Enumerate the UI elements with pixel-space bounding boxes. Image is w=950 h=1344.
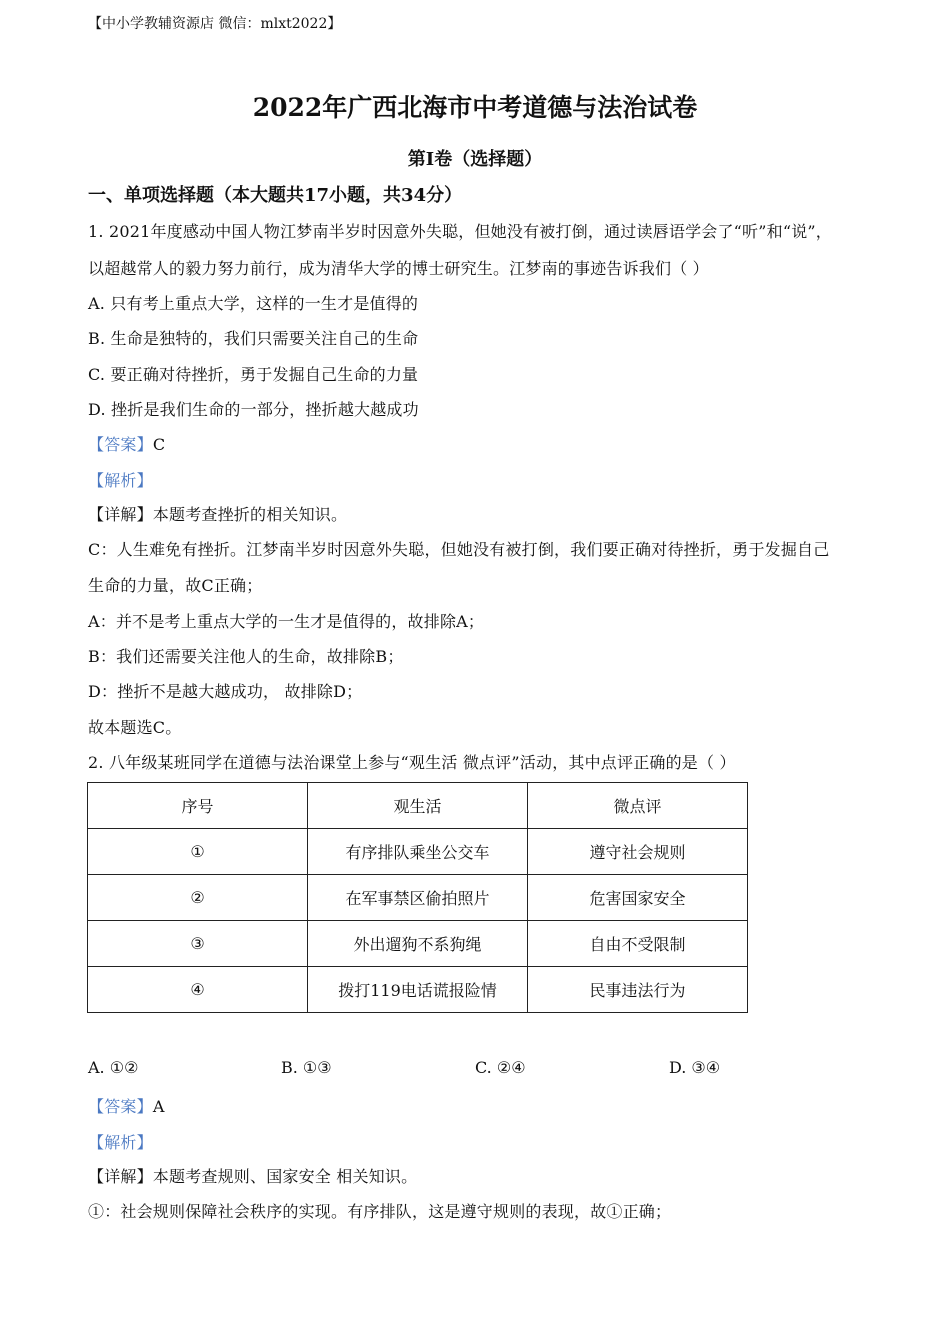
q1-stem-line-1: 1. 2021年度感动中国人物江梦南半岁时因意外失聪，但她没有被打倒，通过读唇语学会了“听”和“说”， <box>88 222 832 241</box>
table-header-cell: 观生活 <box>308 783 528 829</box>
answer-value: A <box>152 1097 165 1116</box>
table-header-row <box>88 783 748 829</box>
table-row <box>88 829 748 875</box>
table-header-cell: 序号 <box>88 783 308 829</box>
q2-table <box>87 782 748 1013</box>
table-cell: 遵守社会规则 <box>528 829 748 875</box>
table-cell: ① <box>88 829 308 875</box>
table-cell: 拨打119电话谎报险情 <box>308 967 528 1013</box>
q1-explain-b: B：我们还需要关注他人的生命，故排除B； <box>88 647 404 666</box>
q1-conclusion: 故本题选C。 <box>88 718 182 737</box>
q1-detail: 【详解】本题考查挫折的相关知识。 <box>88 505 348 524</box>
table-header-cell: 微点评 <box>528 783 748 829</box>
table-cell: 在军事禁区偷拍照片 <box>308 875 528 921</box>
section-heading: 一、单项选择题（本大题共17小题，共34分） <box>88 185 463 206</box>
table-row <box>88 967 748 1013</box>
q1-option-d: D. 挫折是我们生命的一部分，挫折越大越成功 <box>88 400 419 419</box>
answer-value: C <box>152 435 166 454</box>
table-row <box>88 875 748 921</box>
q1-stem-line-2: 以超越常人的毅力努力前行，成为清华大学的博士研究生。江梦南的事迹告诉我们（ ） <box>88 259 709 278</box>
q1-explain-a: A：并不是考上重点大学的一生才是值得的，故排除A； <box>88 612 485 631</box>
table-cell: 危害国家安全 <box>528 875 748 921</box>
table-cell: ④ <box>88 967 308 1013</box>
q2-answer <box>88 1094 165 1117</box>
q1-answer <box>88 432 165 455</box>
answer-tag: 【答案】 <box>88 435 153 454</box>
page-title: 2022年广西北海市中考道德与法治试卷 <box>252 93 698 122</box>
header-note: 【中小学教辅资源店 微信：mlxt2022】 <box>88 16 342 32</box>
table-cell: ③ <box>88 921 308 967</box>
q1-option-a: A. 只有考上重点大学，这样的一生才是值得的 <box>88 294 419 313</box>
q2-analysis-tag: 【解析】 <box>88 1133 153 1152</box>
table-cell: 有序排队乘坐公交车 <box>308 829 528 875</box>
q1-explain-c-1: C：人生难免有挫折。江梦南半岁时因意外失聪，但她没有被打倒，我们要正确对待挫折，勇于发掘自己 <box>88 540 830 559</box>
table-cell: 外出遛狗不系狗绳 <box>308 921 528 967</box>
q2-explain-1: ①：社会规则保障社会秩序的实现。有序排队，这是遵守规则的表现，故①正确； <box>88 1202 672 1221</box>
volume-subtitle: 第I卷（选择题） <box>407 149 543 170</box>
q1-explain-d: D：挫折不是越大越成功， 故排除D； <box>88 682 363 701</box>
table-cell: 自由不受限制 <box>528 921 748 967</box>
table-cell: ② <box>88 875 308 921</box>
q1-analysis-tag: 【解析】 <box>88 471 153 490</box>
q2-stem: 2. 八年级某班同学在道德与法治课堂上参与“观生活 微点评”活动，其中点评正确的是（ ） <box>88 753 736 772</box>
q2-detail: 【详解】本题考查规则、国家安全 相关知识。 <box>88 1167 418 1186</box>
q1-option-b: B. 生命是独特的，我们只需要关注自己的生命 <box>88 329 419 348</box>
q2-option-b: B. ①③ <box>281 1058 332 1077</box>
q2-option-c: C. ②④ <box>475 1058 526 1077</box>
q1-option-c: C. 要正确对待挫折，勇于发掘自己生命的力量 <box>88 365 419 384</box>
answer-tag: 【答案】 <box>88 1097 153 1116</box>
table-row <box>88 921 748 967</box>
q2-option-d: D. ③④ <box>669 1058 721 1077</box>
q1-explain-c-2: 生命的力量，故C正确； <box>88 576 263 595</box>
table-cell: 民事违法行为 <box>528 967 748 1013</box>
q2-option-a: A. ①② <box>88 1058 139 1077</box>
